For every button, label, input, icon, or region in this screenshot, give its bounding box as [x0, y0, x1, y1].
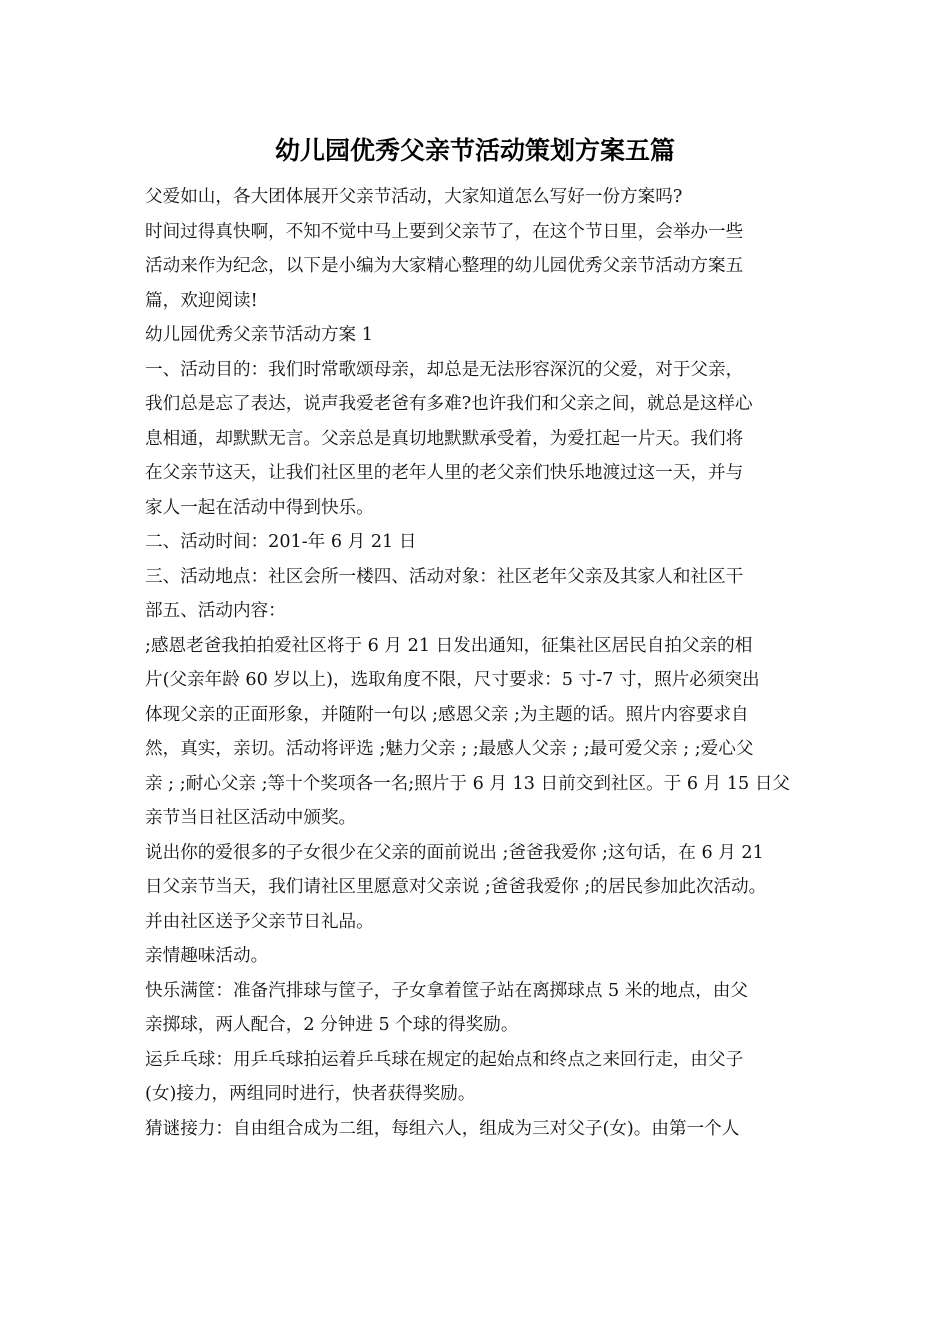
paragraph — [145, 836, 825, 940]
paragraph — [145, 353, 825, 526]
text-line: 一、活动目的：我们时常歌颂母亲，却总是无法形容深沉的父爱，对于父亲， — [145, 359, 744, 380]
paragraph — [145, 180, 825, 215]
paragraph — [145, 1112, 825, 1147]
text-line: 活动来作为纪念，以下是小编为大家精心整理的幼儿园优秀父亲节活动方案五 — [145, 256, 744, 276]
paragraph — [145, 629, 825, 836]
text-line: 家人一起在活动中得到快乐。 — [145, 497, 374, 518]
text-line: 然，真实，亲切。活动将评选 ;魅力父亲 ; ;最感人父亲 ; ;最可爱父亲 ; ;爱心父 — [145, 739, 754, 759]
paragraph — [145, 974, 825, 1043]
text-line: 息相通，却默默无言。父亲总是真切地默默承受着，为爱扛起一片天。我们将 — [145, 428, 744, 449]
text-line: 三、活动地点：社区会所一楼四、活动对象：社区老年父亲及其家人和社区干 — [145, 566, 744, 587]
paragraph — [145, 1043, 825, 1112]
text-line: 亲节当日社区活动中颁奖。 — [145, 808, 357, 828]
text-line: 二、活动时间：201-年 6 月 21 日 — [145, 532, 417, 552]
text-line: 片(父亲年龄 60 岁以上)，选取角度不限，尺寸要求：5 寸-7 寸，照片必须突出 — [145, 670, 760, 690]
paragraph — [145, 560, 825, 629]
text-line: ;感恩老爸我拍拍爱社区将于 6 月 21 日发出通知，征集社区居民自拍父亲的相 — [145, 635, 753, 656]
text-line: (女)接力，两组同时进行，快者获得奖励。 — [145, 1084, 476, 1104]
paragraph — [145, 215, 825, 319]
paragraph — [145, 525, 825, 560]
text-line: 体现父亲的正面形象，并随附一句以 ;感恩父亲 ;为主题的话。照片内容要求自 — [145, 704, 749, 725]
document-title: 幼儿园优秀父亲节活动策划方案五篇 — [274, 136, 675, 165]
text-line: 部五、活动内容： — [145, 601, 286, 621]
text-line: 快乐满筐：准备汽排球与筐子，子女拿着筐子站在离掷球点 5 米的地点，由父 — [145, 980, 748, 1001]
text-line: 篇，欢迎阅读! — [145, 290, 258, 311]
text-line: 幼儿园优秀父亲节活动方案 1 — [145, 325, 373, 345]
text-line: 亲情趣味活动。 — [145, 946, 269, 966]
text-line: 猜谜接力：自由组合成为二组，每组六人，组成为三对父子(女)。由第一个人 — [145, 1118, 740, 1139]
text-line: 并由社区送予父亲节日礼品。 — [145, 911, 374, 932]
text-line: 在父亲节这天，让我们社区里的老年人里的老父亲们快乐地渡过这一天，并与 — [145, 463, 744, 483]
text-line: 日父亲节当天，我们请社区里愿意对父亲说 ;爸爸我爱你 ;的居民参加此次活动。 — [145, 877, 767, 897]
document-body — [145, 180, 825, 1146]
text-line: 亲掷球，两人配合，2 分钟进 5 个球的得奖励。 — [145, 1015, 519, 1035]
paragraph — [145, 939, 825, 974]
text-line: 时间过得真快啊，不知不觉中马上要到父亲节了，在这个节日里，会举办一些 — [145, 221, 744, 242]
text-line: 运乒乓球：用乒乓球拍运着乒乓球在规定的起始点和终点之来回行走，由父子 — [145, 1049, 744, 1070]
text-line: 父爱如山，各大团体展开父亲节活动，大家知道怎么写好一份方案吗? — [145, 187, 683, 207]
text-line: 我们总是忘了表达，说声我爱老爸有多难?也许我们和父亲之间，就总是这样心 — [145, 394, 753, 414]
paragraph — [145, 318, 825, 353]
text-line: 亲 ; ;耐心父亲 ;等十个奖项各一名;照片于 6 月 13 日前交到社区。于 6 月 15 日父 — [145, 773, 791, 794]
text-line: 说出你的爱很多的子女很少在父亲的面前说出 ;爸爸我爱你 ;这句话，在 6 月 21 — [145, 842, 764, 863]
